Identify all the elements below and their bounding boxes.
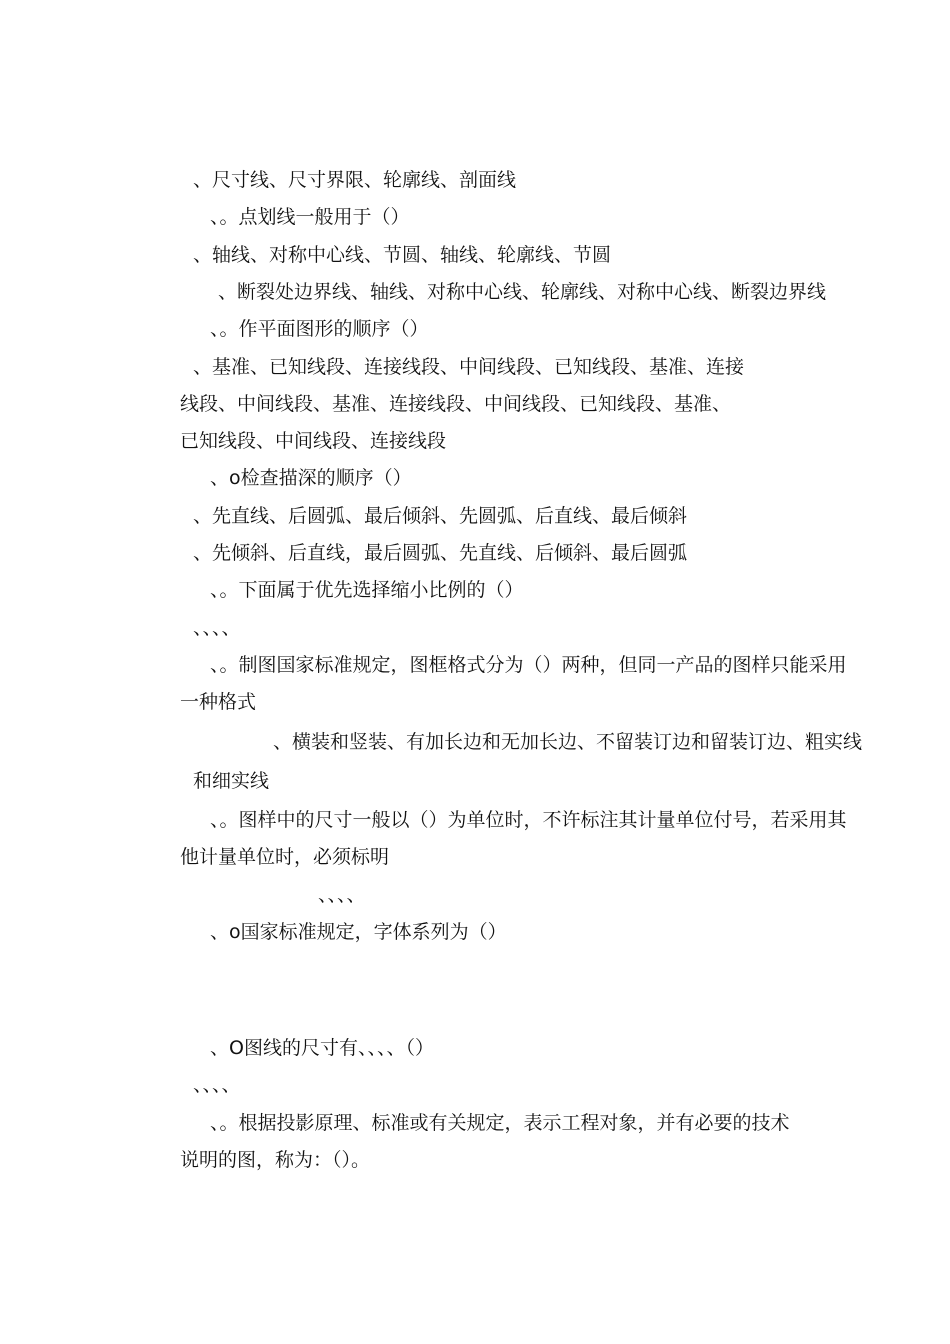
question-line: 他计量单位时，必须标明 bbox=[180, 846, 390, 868]
option-line: 已知线段、中间线段、连接线段 bbox=[180, 430, 447, 452]
question-line: 、。根据投影原理、标准或有关规定，表示工程对象，并有必要的技术 bbox=[210, 1112, 790, 1134]
option-line: 、、、、 bbox=[193, 1074, 241, 1096]
question-line: 、o检查描深的顺序（） bbox=[210, 467, 412, 489]
option-line: 、轴线、对称中心线、节圆、轴线、轮廓线、节圆 bbox=[193, 244, 612, 266]
option-line: 、、、、 bbox=[193, 617, 241, 639]
option-line: 、基准、已知线段、连接线段、中间线段、已知线段、基准、连接 bbox=[193, 356, 745, 378]
option-line: 、断裂处边界线、轴线、对称中心线、轮廓线、对称中心线、断裂边界线 bbox=[218, 281, 827, 303]
option-line: 、横装和竖装、有加长边和无加长边、不留装订边和留装订边、粗实线 bbox=[273, 731, 863, 753]
option-line: 、先倾斜、后直线，最后圆弧、先直线、后倾斜、最后圆弧 bbox=[193, 542, 688, 564]
option-line: 和细实线 bbox=[193, 770, 270, 792]
question-line: 、。下面属于优先选择缩小比例的（） bbox=[210, 579, 524, 601]
option-line: 、、、、 bbox=[318, 884, 366, 906]
question-line: 、。制图国家标准规定，图框格式分为（）两种，但同一产品的图样只能采用 bbox=[210, 654, 847, 676]
question-line: 、。点划线一般用于（） bbox=[210, 206, 410, 228]
question-line: 、o国家标准规定，字体系列为（） bbox=[210, 921, 507, 943]
question-line: 、。图样中的尺寸一般以（）为单位时，不许标注其计量单位付号，若采用其 bbox=[210, 809, 847, 831]
option-line: 线段、中间线段、基准、连接线段、中间线段、已知线段、基准、 bbox=[180, 393, 732, 415]
text-line: 、尺寸线、尺寸界限、轮廓线、剖面线 bbox=[193, 169, 517, 191]
question-line: 一种格式 bbox=[180, 691, 257, 713]
question-line: 、。作平面图形的顺序（） bbox=[210, 318, 429, 340]
question-line: 、O图线的尺寸有、、、、（） bbox=[210, 1037, 434, 1059]
option-line: 、先直线、后圆弧、最后倾斜、先圆弧、后直线、最后倾斜 bbox=[193, 505, 688, 527]
question-line: 说明的图，称为：（）。 bbox=[180, 1149, 371, 1171]
